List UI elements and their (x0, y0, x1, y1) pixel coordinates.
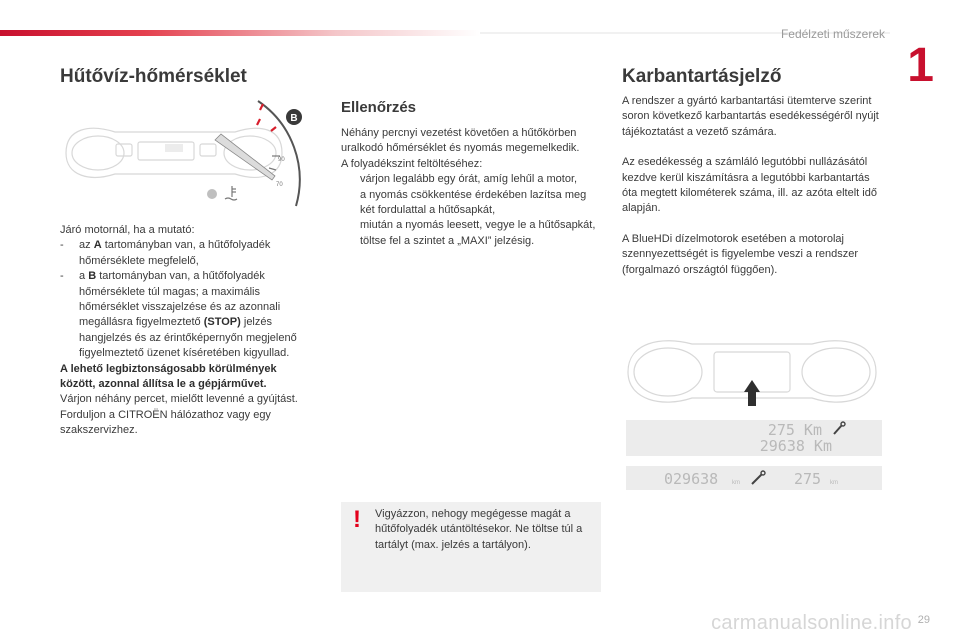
bullet-icon (341, 188, 360, 219)
burn-warning-box (341, 502, 601, 592)
bullet-icon (341, 172, 360, 187)
watermark: carmanualsonline.info (711, 612, 912, 634)
list-item (341, 172, 596, 187)
pointer-arrow-icon (744, 380, 760, 406)
coolant-intro: Járó motornál, ha a mutató: (60, 224, 195, 236)
list-text: a nyomás csökkentése érdekében lazítsa meg két fordulattal a hűtősapkát, (360, 188, 587, 217)
list-item (341, 218, 596, 233)
service-distance-value: 275 (794, 470, 822, 488)
coolant-temperature-title: Hűtővíz-hőmérséklet (60, 66, 247, 87)
warning-icon: ! (353, 506, 361, 533)
zone-b-label: B (88, 270, 97, 283)
zone-a-label: A (93, 239, 102, 252)
list-text: jelzés hangjelzés és az érintőképernyőn megjelenő figyelmeztető üzenet kíséretében kigyullad. (79, 316, 297, 360)
list-item (341, 234, 596, 249)
section-title: Fedélzeti műszerek (780, 27, 885, 41)
check-text-block (341, 126, 596, 249)
maintenance-p1: A rendszer a gyártó karbantartási ütemterve szerint soron következő karbantartás esedékességéről nyújt tájékoztatást a vezető számára. (622, 95, 879, 138)
gauge-needle (215, 134, 275, 180)
list-marker: - (60, 270, 64, 283)
maintenance-text-block (622, 94, 884, 278)
indicator-dot-icon (207, 189, 217, 199)
stop-label: (STOP) (203, 316, 241, 329)
list-text: töltse fel a szintet a „MAXI” jelzésig. (360, 234, 535, 247)
dealer-instruction: Forduljon a CITROËN hálózathoz vagy egy szakszervizhez. (60, 408, 271, 437)
remaining-distance: 275 Km (767, 421, 822, 439)
check-topup-intro: A folyadékszint feltöltéséhez: (341, 157, 483, 170)
list-item (341, 188, 596, 219)
header-accent-bar (0, 30, 480, 36)
total-mileage: 29638 Km (759, 437, 832, 455)
check-intro: Néhány percnyi vezetést követően a hűtőkörben uralkodó hőmérséklet és nyomás megemelkedik. (341, 127, 580, 155)
bullet-icon (341, 234, 360, 249)
list-text: a (79, 270, 89, 283)
tick-label-90: 90 (278, 157, 285, 163)
maintenance-display-illustration (622, 330, 884, 500)
list-item (60, 238, 310, 269)
stop-warning: A lehető legbiztonságosabb körülmények között, azonnal állítsa le a gépjárművet. (60, 362, 277, 391)
odometer-value: 029638 (664, 470, 719, 488)
maintenance-p2: Az esedékesség a számláló legutóbbi nullázásától kezdve kerül kiszámításra a legutóbbi karbantartás óta megtett kilométerek száma, ill. az azóta eltelt idő alapján. (622, 156, 877, 215)
maintenance-p3: A BlueHDi dízelmotorok esetében a motorolaj szennyezettségét is figyelembe veszi a rendszer (forgalmazó országtól függően). (622, 232, 859, 276)
coolant-gauge-illustration (60, 98, 315, 216)
marker-b-label: B (290, 113, 298, 124)
burn-warning-text: Vigyázzon, nehogy megégesse magát a hűtőfolyadék utántöltésekor. Ne töltse túl a tartályt (max. jelzés a tartályon). (375, 508, 583, 551)
list-item (60, 269, 310, 361)
chapter-number: 1 (907, 39, 934, 92)
tick-label-70: 70 (276, 182, 283, 188)
coolant-temperature-icon (225, 186, 237, 200)
list-text: tartományban van, a hűtőfolyadék hőmérséklete megfelelő, (79, 239, 271, 267)
list-text: tartományban van, a hűtőfolyadék hőmérséklete túl magas; a maximális hőmérséklet visszajelzése és az azonnali megállásra figyelmeztető (79, 270, 281, 329)
wait-instruction: Várjon néhány percet, mielőtt levenné a gyújtást. (60, 393, 298, 406)
coolant-text-block (60, 223, 310, 439)
list-text: az (79, 239, 94, 252)
list-text: várjon legalább egy órát, amíg lehűl a motor, (360, 173, 578, 186)
check-title: Ellenőrzés (341, 99, 417, 116)
cluster-outline (66, 128, 282, 177)
bullet-icon (341, 218, 360, 233)
service-distance-unit: km (830, 480, 838, 486)
odometer-unit: km (732, 480, 740, 486)
list-marker: - (60, 239, 64, 252)
page-number: 29 (917, 614, 930, 626)
list-text: miután a nyomás leesett, vegye le a hűtősapkát, (360, 219, 596, 232)
maintenance-indicator-title: Karbantartásjelző (622, 66, 782, 87)
